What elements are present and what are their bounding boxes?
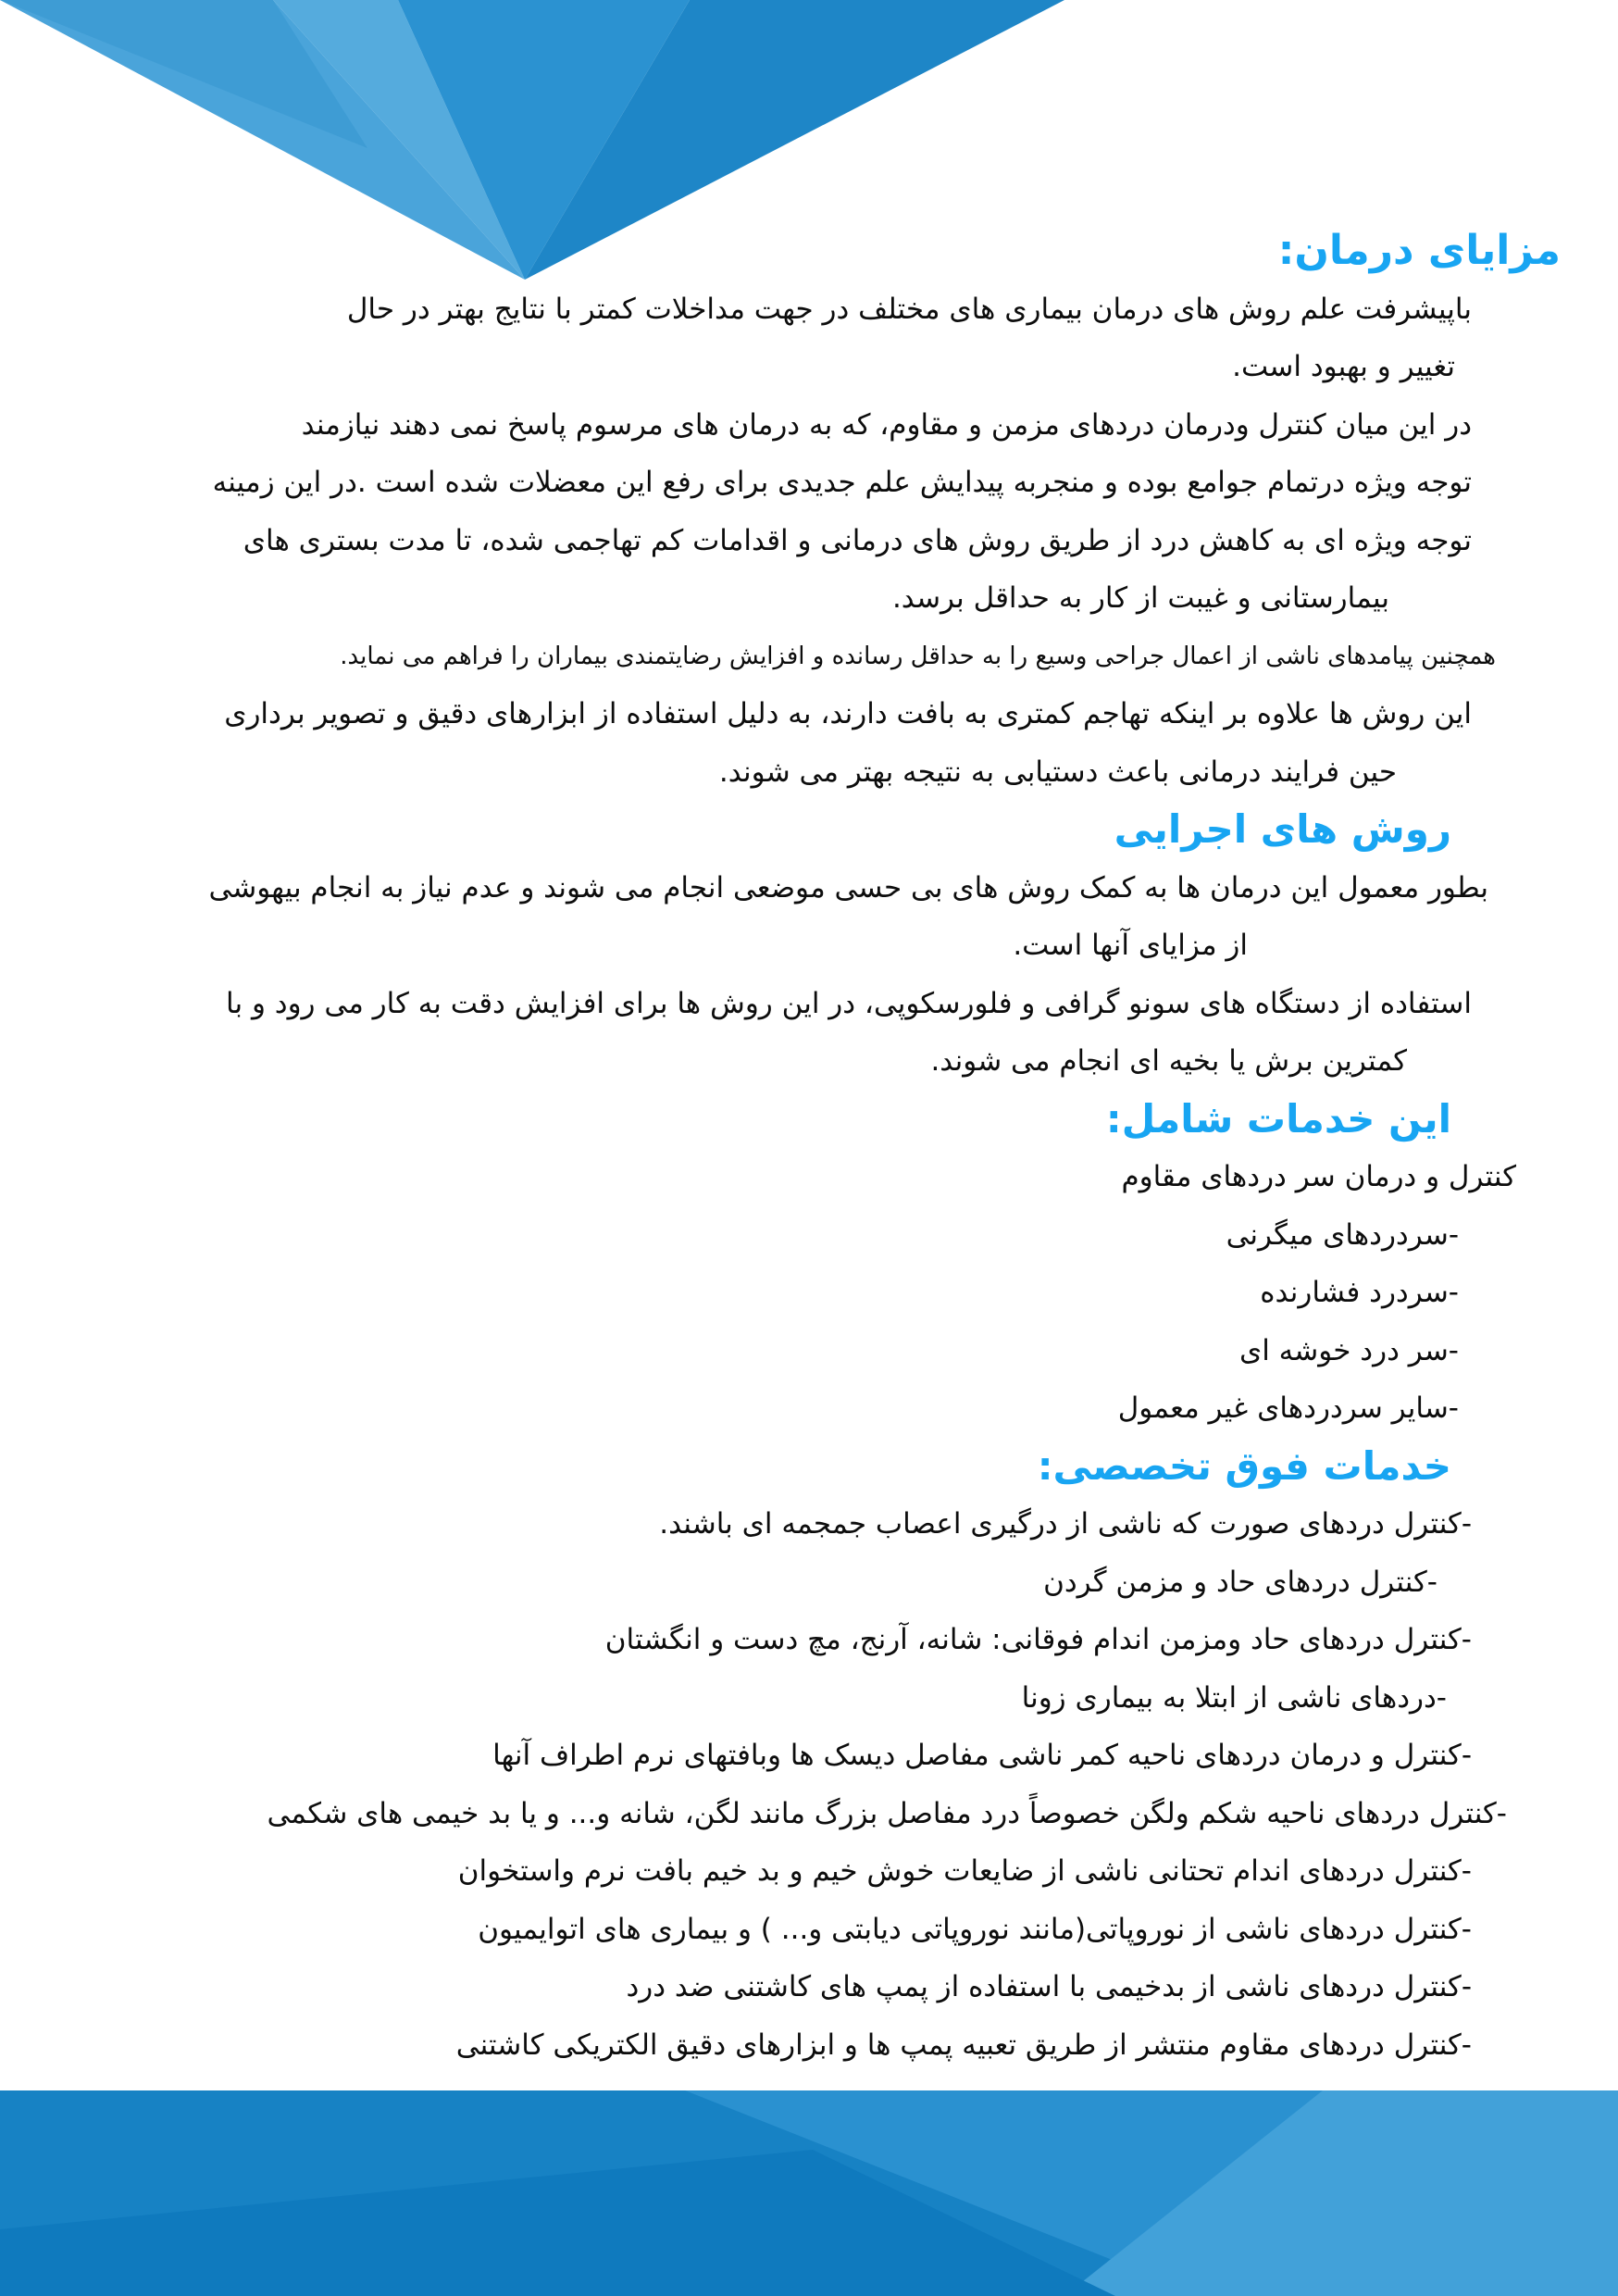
document-content xyxy=(0,222,1618,2074)
section-heading: روش های اجرایی xyxy=(1114,806,1451,852)
section-heading: این خدمات شامل: xyxy=(1105,1095,1451,1142)
paragraph-line: کنترل و درمان سر دردهای مقاوم xyxy=(1121,1160,1516,1193)
paragraph-line: باپیشرفت علم روش های درمان بیماری های مختلف در جهت مداخلات کمتر با نتایج بهتر در حال xyxy=(346,292,1472,326)
paragraph-line: کمترین برش یا بخیه ای انجام می شوند. xyxy=(930,1044,1407,1078)
list-item: -دردهای ناشی از ابتلا به بیماری زونا xyxy=(1021,1680,1447,1715)
paragraph-line: این روش ها علاوه بر اینکه تهاجم کمتری به بافت دارند، به دلیل استفاده از ابزارهای دقیق و تصویر برداری xyxy=(224,697,1472,730)
list-item: -سر درد خوشه ای xyxy=(1238,1333,1459,1367)
list-item: -کنترل دردهای ناشی از نوروپاتی(مانند نوروپاتی دیابتی و... ) و بیماری های اتوایمیون xyxy=(478,1912,1472,1946)
list-item: -سردرد فشارنده xyxy=(1260,1276,1459,1309)
paragraph-line: بطور معمول این درمان ها به کمک روش های بی حسی موضعی انجام می شوند و عدم نیاز به انجام بیهوشی xyxy=(208,870,1488,905)
paragraph-line: بیمارستانی و غیبت از کار به حداقل برسد. xyxy=(891,581,1389,615)
paragraph-line: در این میان کنترل ودرمان دردهای مزمن و مقاوم، که به درمان های مرسوم پاسخ نمی دهند نیازمند xyxy=(301,407,1472,442)
list-item: -سایر سردردهای غیر معمول xyxy=(1117,1391,1459,1425)
list-item: -کنترل دردهای اندام تحتانی ناشی از ضایعات خوش خیم و بد خیم بافت نرم واستخوان xyxy=(457,1854,1472,1888)
paragraph-line: همچنین پیامدهای ناشی از اعمال جراحی وسیع را به حداقل رسانده و افزایش رضایتمندی بیماران را فراهم می نماید. xyxy=(340,642,1496,670)
list-item: -سردردهای میگرنی xyxy=(1226,1217,1459,1252)
paragraph-line: توجه ویژه ای به کاهش درد از طریق روش های درمانی و اقدامات کم تهاجمی شده، تا مدت بستری های xyxy=(243,523,1472,557)
paragraph-line: استفاده از دستگاه های سونو گرافی و فلورسکوپی، در این روش ها برای افزایش دقت به کار می رود و با xyxy=(226,986,1472,1020)
footer-graphic xyxy=(0,2090,1618,2296)
paragraph-line: حین فرایند درمانی باعث دستیابی به نتیجه بهتر می شوند. xyxy=(718,755,1397,789)
list-item: -کنترل دردهای مقاوم منتشر از طریق تعبیه پمپ ها و ابزارهای دقیق الکتریکی کاشتنی xyxy=(455,2028,1472,2062)
list-item: -کنترل دردهای صورت که ناشی از درگیری اعصاب جمجمه ای باشند. xyxy=(659,1507,1472,1541)
section-heading: خدمات فوق تخصصی: xyxy=(1037,1442,1451,1489)
list-item: -کنترل دردهای حاد و مزمن گردن xyxy=(1043,1565,1438,1599)
list-item: -کنترل دردهای ناشی از بدخیمی با استفاده از پمپ های کاشتنی ضد درد xyxy=(626,1970,1472,2003)
list-item: -کنترل و درمان دردهای ناحیه کمر ناشی مفاصل دیسک ها وبافتهای نرم اطراف آنها xyxy=(492,1739,1472,1772)
list-item: -کنترل دردهای حاد ومزمن اندام فوقانی: شانه، آرنج، مچ دست و انگشتان xyxy=(604,1623,1472,1656)
paragraph-line: توجه ویژه درتمام جوامع بوده و منجربه پیدایش علم جدیدی برای رفع این معضلات شده است .در این زمینه xyxy=(212,466,1472,499)
section-heading: مزایای درمان: xyxy=(1277,227,1561,274)
list-item: -کنترل دردهای ناحیه شکم ولگن خصوصاً درد مفاصل بزرگ مانند لگن، شانه و... و یا بد خیمی های شکمی xyxy=(267,1796,1507,1830)
paragraph-line: از مزایای آنها است. xyxy=(1013,929,1248,962)
paragraph-line: تغییر و بهبود است. xyxy=(1232,350,1455,383)
